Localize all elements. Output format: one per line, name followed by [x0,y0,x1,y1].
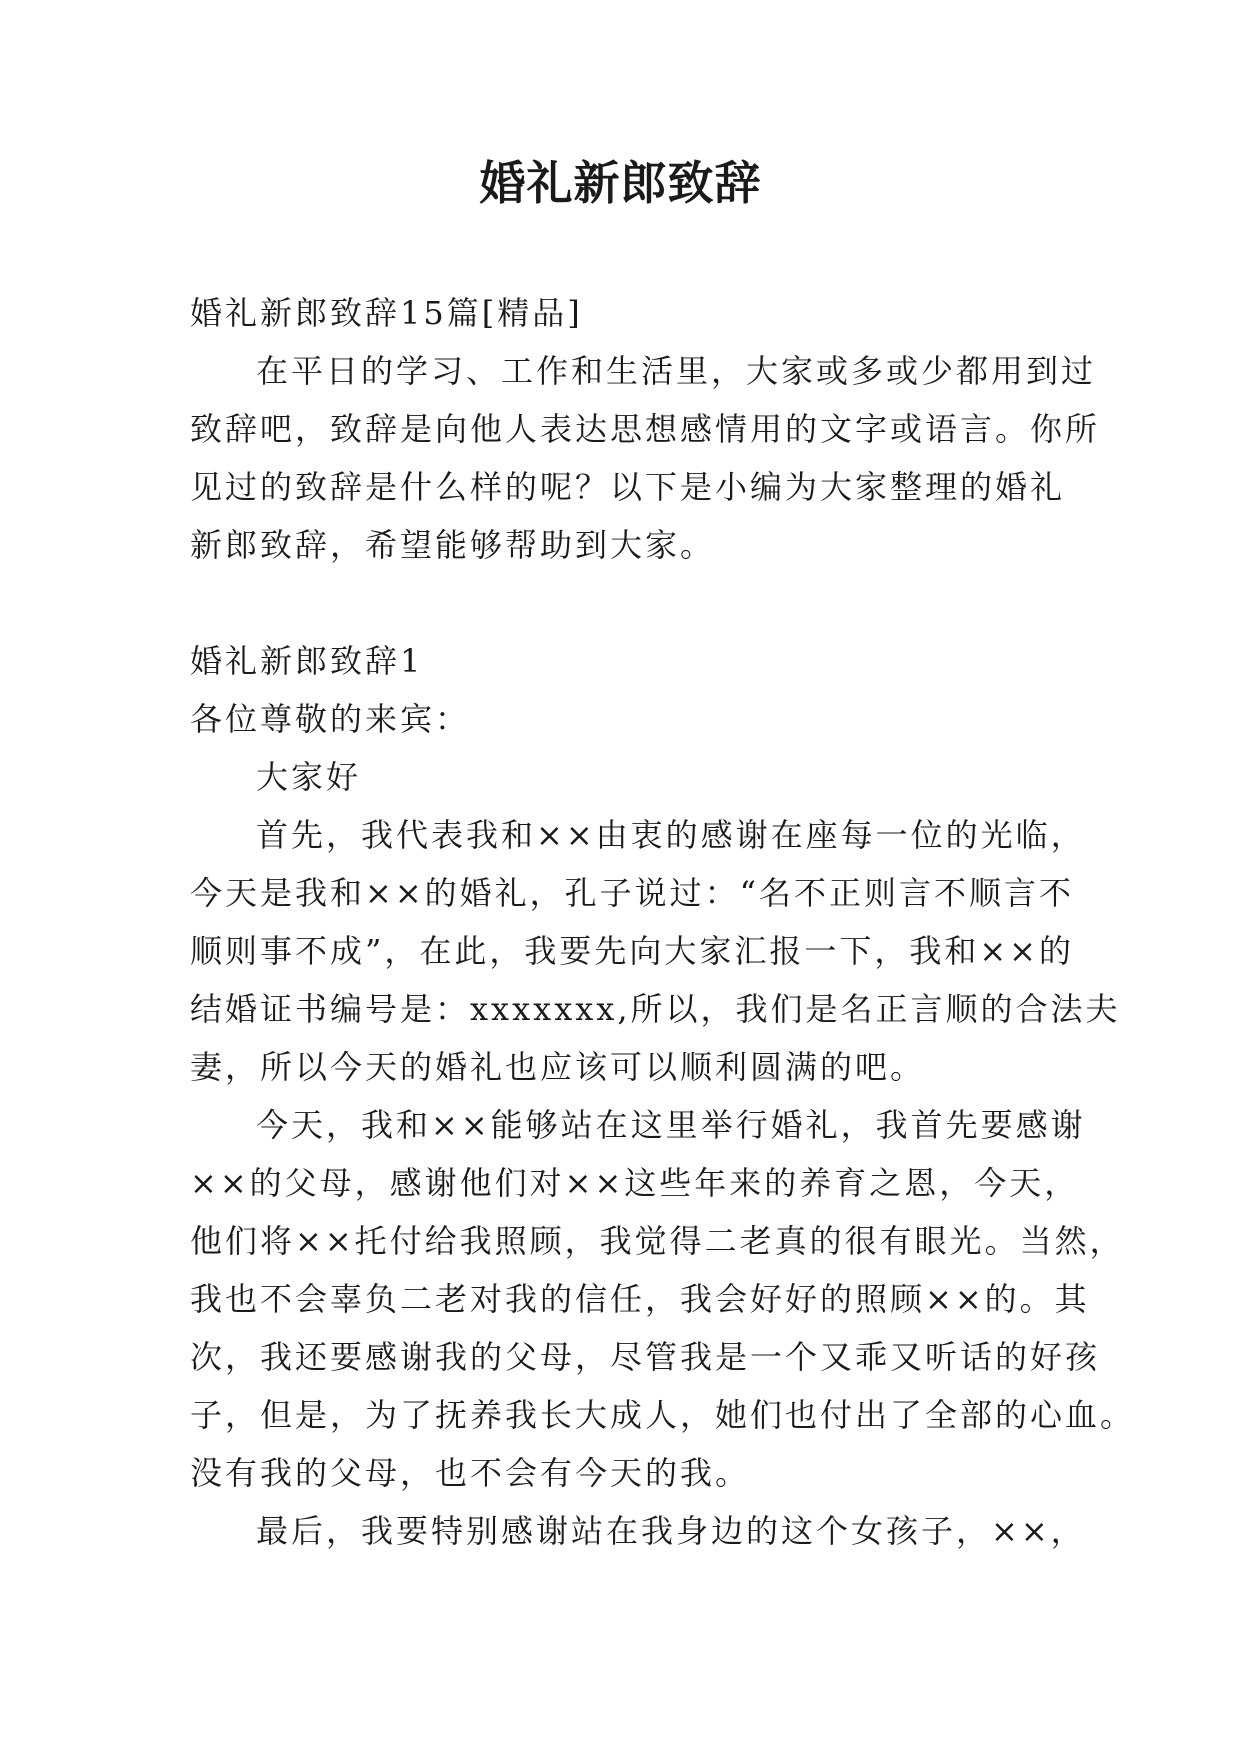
greeting: 大家好 [256,758,362,796]
paragraph-line: 首先，我代表我和××由衷的感谢在座每一位的光临， [256,816,1086,854]
paragraph-line: 结婚证书编号是：xxxxxxx,所以，我们是名正言顺的合法夫 [190,990,1121,1028]
paragraph-line: 今天，我和××能够站在这里举行婚礼，我首先要感谢 [256,1106,1086,1144]
paragraph-line: 他们将××托付给我照顾，我觉得二老真的很有眼光。当然， [190,1222,1125,1260]
document-body [190,284,1136,1560]
paragraph-line: 顺则事不成”，在此，我要先向大家汇报一下，我和××的 [190,932,1074,970]
paragraph-line: 次，我还要感谢我的父母，尽管我是一个又乖又听话的好孩 [190,1338,1101,1376]
document-subtitle: 婚礼新郎致辞15篇[精品] [190,294,583,332]
intro-line: 致辞吧，致辞是向他人表达思想感情用的文字或语言。你所 [190,410,1101,448]
paragraph-line: 我也不会辜负二老对我的信任，我会好好的照顾××的。其 [190,1280,1090,1318]
blank-line [190,574,1056,632]
document-title: 婚礼新郎致辞 [479,156,762,210]
paragraph-line: 没有我的父母，也不会有今天的我。 [190,1454,751,1492]
paragraph-line: 妻，所以今天的婚礼也应该可以顺利圆满的吧。 [190,1048,926,1086]
intro-line: 新郎致辞，希望能够帮助到大家。 [190,526,716,564]
paragraph-line: ××的父母，感谢他们对××这些年来的养育之恩，今天， [190,1164,1080,1202]
salutation: 各位尊敬的来宾： [190,700,471,738]
intro-line: 在平日的学习、工作和生活里，大家或多或少都用到过 [256,352,1097,390]
paragraph-line: 最后，我要特别感谢站在我身边的这个女孩子，××， [256,1512,1086,1550]
paragraph-line: 今天是我和××的婚礼，孔子说过：“名不正则言不顺言不 [190,874,1074,912]
intro-line: 见过的致辞是什么样的呢？以下是小编为大家整理的婚礼 [190,468,1066,506]
paragraph-line: 子，但是，为了抚养我长大成人，她们也付出了全部的心血。 [190,1396,1136,1434]
section-heading: 婚礼新郎致辞1 [190,642,424,680]
